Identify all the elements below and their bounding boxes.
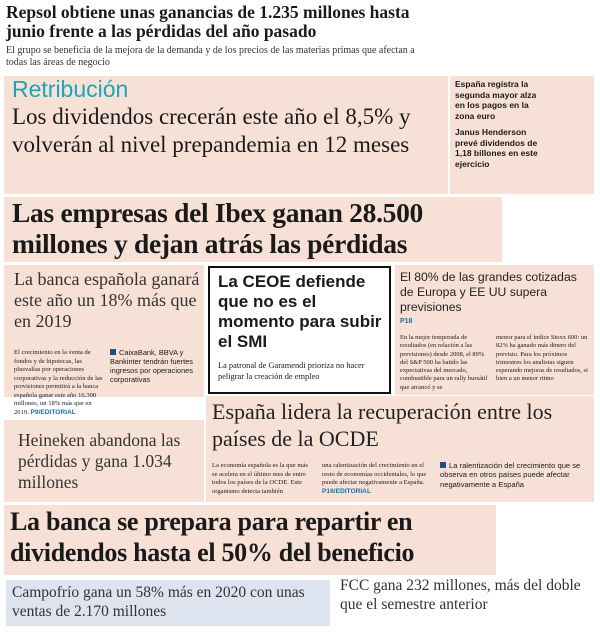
ceoe-headline: La CEOE defiende que no es el momento para subir el SMI (218, 272, 382, 351)
dividendos-headline: Los dividendos crecerán este año el 8,5% y volverán al nivel prepandemia en 12 meses (12, 104, 411, 157)
ocde-col-2 (322, 462, 432, 496)
fcc-headline: FCC gana 232 millones, más del doble que el semestre anterior (340, 577, 581, 613)
repsol-subhead: El grupo se beneficia de la mejora de la demanda y de los precios de las materias primas que afectan a todas las áreas de negocio (6, 45, 415, 68)
cotizadas-col-2: menor para el índice Stoxx 600: un 82% ha ganado más dinero del previsto. Para los próximos trimestres los analistas siguen esperando mejoras de resultados, si bien a un menor ritmo (496, 334, 588, 383)
ocde-col-2-text: una ralentización del crecimiento en el resto de economías occidentales, lo que puede afectar negativamente a España. (322, 462, 427, 486)
banca2019-bullet (110, 348, 202, 384)
repsol-article (6, 3, 426, 69)
bullet-marker-icon (110, 349, 116, 355)
banca-dividendos-headline: La banca se prepara para repartir en dividendos hasta el 50% del beneficio (10, 507, 415, 567)
ocde-bullet-text: La ralentización del crecimiento que se observa en otros países puede afectar negativamente a España (440, 461, 581, 489)
campofrio-headline: Campofrío gana un 58% más en 2020 con unas ventas de 2.170 millones (12, 584, 305, 620)
bullet-marker-icon (440, 462, 446, 468)
ocde-headline: España lidera la recuperación entre los países de la OCDE (212, 399, 553, 451)
banca2019-body (14, 349, 106, 417)
banca2019-bullet-text: CaixaBank, BBVA y Bankinter tendrán fuertes ingresos por operaciones corporativas (110, 348, 193, 384)
ocde-col-1: La economía española es la que más se acelera en el último mes de entre todos los países de la OCDE. Este organismo detecta también (212, 462, 308, 495)
banca2019-headline: La banca española ganará este año un 18% más que en 2019 (14, 269, 200, 331)
banca2019-source: P9/EDITORIAL (30, 408, 76, 416)
cotizadas-col-1: En la mejor temporada de resultados (en relación a las previsiones) desde 2008, el 89% del S&P 500 ha batido las expectativas del mercado, combustible para un rally bursátil que arrancó y se (400, 334, 488, 391)
heineken-headline: Heineken abandona las pérdidas y gana 1.034 millones (18, 430, 181, 492)
ibex-headline: Las empresas del Ibex ganan 28.500 millones y dejan atrás las pérdidas (12, 197, 424, 259)
repsol-headline: Repsol obtiene unas ganancias de 1.235 millones hasta junio frente a las pérdidas del año pasado (6, 2, 410, 41)
banca2019-body-text: El crecimiento en la venta de fondos y de hipotecas, las plusvalías por operaciones corporativas y la reducción de las provisiones permitirá a la banca española ganar este año 16.300 millones, un 18% más que en 2019. (14, 349, 103, 416)
ocde-bullet (440, 461, 590, 489)
section-label-retribucion: Retribución (12, 76, 129, 102)
ocde-source: P16/EDITORIAL (322, 487, 371, 495)
cotizadas-headline: El 80% de las grandes cotizadas de Europa y EE UU supera previsiones (400, 270, 577, 314)
dividendos-side-note-1: España registra la segunda mayor alza en los pagos en la zona euro (455, 79, 537, 121)
cotizadas-page: P18 (400, 318, 413, 325)
ceoe-body: La patronal de Garamendi prioriza no hacer peligrar la creación de empleo (218, 361, 365, 381)
dividendos-article (12, 77, 442, 159)
dividendos-side-note-2: Janus Henderson prevé dividendos de 1,18 billones en este ejercicio (455, 127, 538, 169)
